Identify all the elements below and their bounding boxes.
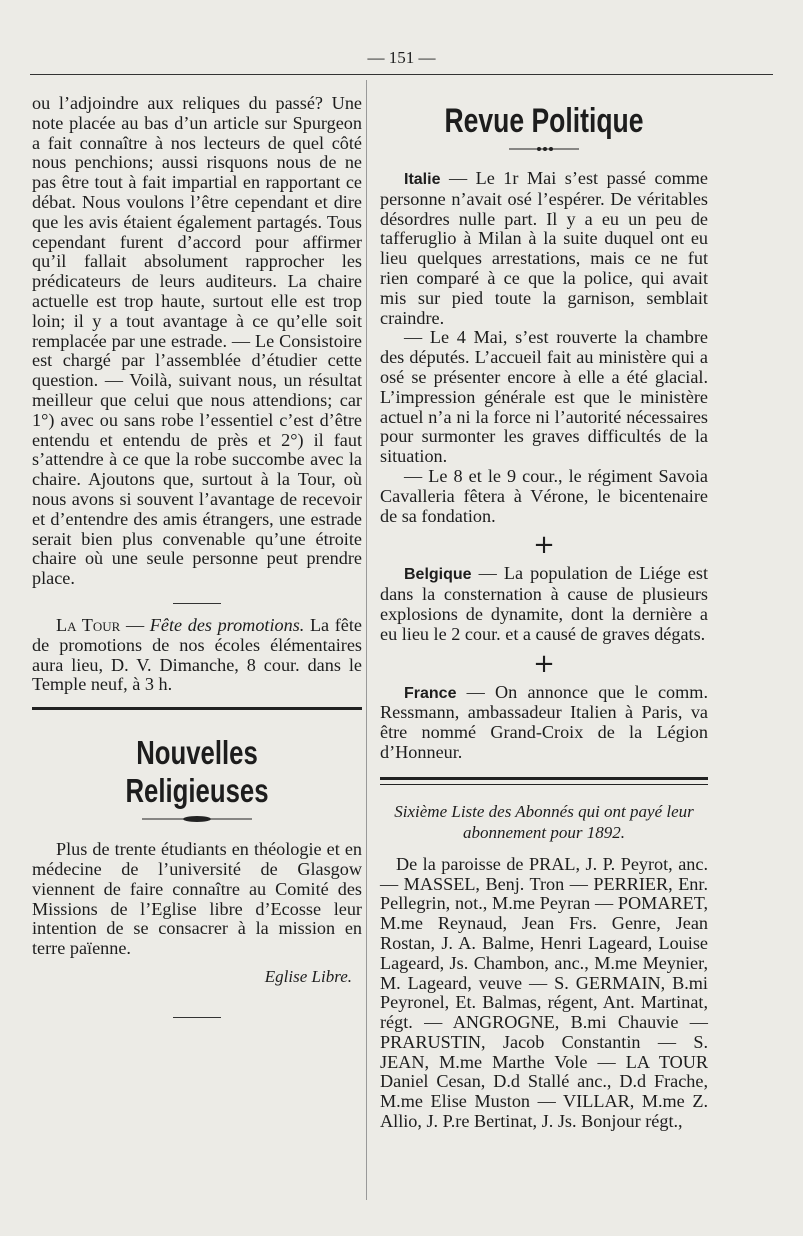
la-tour-item xyxy=(32,616,362,695)
right-column xyxy=(380,94,708,1132)
liste-title: Sixième Liste des Abonnés qui ont payé leur abonnement pour 1892. xyxy=(394,801,694,842)
continued-article-text: ou l’adjoindre aux reliques du passé? Une note placée au bas d’un article sur Spurgeon a fait connaître à nos lecteurs de quel côté nous penchions; aussi risquons nous de ne pas être tout à fait impartial en rapportant ce débat. Nous voulons l’être cependant et dire que les avis étaient également partagés. Tous cependant furent d’accord pour affirmer qu’il fallait absolument rapprocher les prédicateurs de leurs auditeurs. La chaire actuelle est trop haute, surtout elle est trop loin; il y a tout avantage à ce qu’elle soit remplacée par une estrade. — Le Consistoire est chargé par l’assemblée d’étudier cette question. — Voilà, suivant nous, un résultat meilleur que celui que nous attendions; car 1°) avec ou sans robe l’essentiel c’est d’être entendu et entendu de près et 2°) il faut s’attendre à ce que la robe succombe avec la chaire. Ajoutons que, surtout à la Tour, où nous avons si souvent l’avantage de recevoir et d’entendre des amis étrangers, une estrade serait bien plus convenable qu’une étroite chaire où une seule personne peut prendre place. xyxy=(32,93,362,589)
belgique-item xyxy=(380,564,708,644)
short-divider-bottom xyxy=(173,1017,221,1018)
france-item xyxy=(380,683,708,763)
liste-text: De la paroisse de PRAL, J. P. Peyrot, anc. — MASSEL, Benj. Tron — PERRIER, Enr. Pellegrin, not., M.me Peyran — POMARET, M.me Reynaud, Jean Frs. Genre, Jean Rostan, J. A. Balme, Henri Lageard, Louise Lageard, Js. Chambon, anc., M.me Meynier, M. Lageard, veuve — S. GERMAIN, B.mi Peyronel, Et. Balmas, régent, Ant. Martinat, régt. — ANGROGNE, B.mi Chauvie — PRARUSTIN, Jacob Constantin — S. JEAN, M.me Marthe Vole — LA TOUR Daniel Cesan, D.d Stallé anc., D.d Frache, M.me Elise Muston — VILLAR, M.me Z. Allio, J. P.re Bertinat, J. Js. Bonjour régt., xyxy=(380,853,708,1132)
ornament-divider-icon xyxy=(380,145,708,153)
short-divider xyxy=(173,603,221,604)
la-tour-dash: — xyxy=(120,614,150,635)
cross-separator: + xyxy=(533,530,555,561)
top-rule xyxy=(30,74,773,75)
france-label: France xyxy=(404,684,457,702)
cross-separator: + xyxy=(533,648,555,679)
la-tour-text: La fête de promotions de nos écoles élémentaires aura lieu, D. V. Dimanche, 8 cour. dans le Temple neuf, à 3 h. xyxy=(32,614,363,695)
page-number: — 151 — xyxy=(367,48,436,67)
section-rule xyxy=(32,707,362,710)
nouvelles-text: Plus de trente étudiants en théologie et en médecine de l’université de Glasgow viennent de faire connaître au Comité des Missions de l’Eglise libre d’Ecosse leur intention de se consacrer à la mission en terre païenne. xyxy=(32,839,362,959)
left-column xyxy=(32,94,362,1048)
ornament-divider-icon xyxy=(32,814,362,824)
la-tour-label: La Tour xyxy=(56,614,121,635)
column-divider xyxy=(366,80,367,1200)
section-double-rule xyxy=(380,777,708,785)
italie-label: Italie xyxy=(404,171,441,188)
revue-politique-heading: Revue Politique xyxy=(444,102,644,140)
la-tour-title: Fête des promotions. xyxy=(149,614,305,635)
france-text: — On annonce que le comm. Ressmann, ambassadeur Italien à Paris, va être nommé Grand-Croix de la Légion d’Honneur. xyxy=(380,681,708,762)
belgique-text: — La population de Liége est dans la consternation à cause de plusieurs explosions de dynamite, dont la dernière a eu lieu le 2 cour. et a causé de graves dégats. xyxy=(380,563,708,644)
italie-paragraph-3: — Le 8 et le 9 cour., le régiment Savoia Cavalleria fêtera à Vérone, le bicentenaire de sa fondation. xyxy=(380,465,708,526)
liste-body xyxy=(380,855,708,1132)
nouvelles-religieuses-heading: Nouvelles Religieuses xyxy=(125,734,269,810)
nouvelles-source: Eglise Libre. xyxy=(264,966,352,986)
italie-text: — Le 1r Mai s’est passé comme personne n’avait osé l’espérer. De véritables désordres nulle part. Il y a eu un peu de tafferuglio à Milan à la suite duquel ont eu lieu quelques arrestations, mais ce ne fut rien comparé à ce que la police, qui avait mis sur pied toute la garnison, semblait craindre. xyxy=(380,168,708,328)
italie-item xyxy=(380,169,708,328)
italie-paragraph-2: — Le 4 Mai, s’est rouverte la chambre des députés. L’accueil fait au ministère qui a osé se présenter encore à elle a été glacial. L’impression générale est que le ministère actuel n’a ni la force ni l’autorité nécessaires pour surmonter les graves difficultés de la situation. xyxy=(380,327,708,467)
belgique-label: Belgique xyxy=(404,566,472,584)
